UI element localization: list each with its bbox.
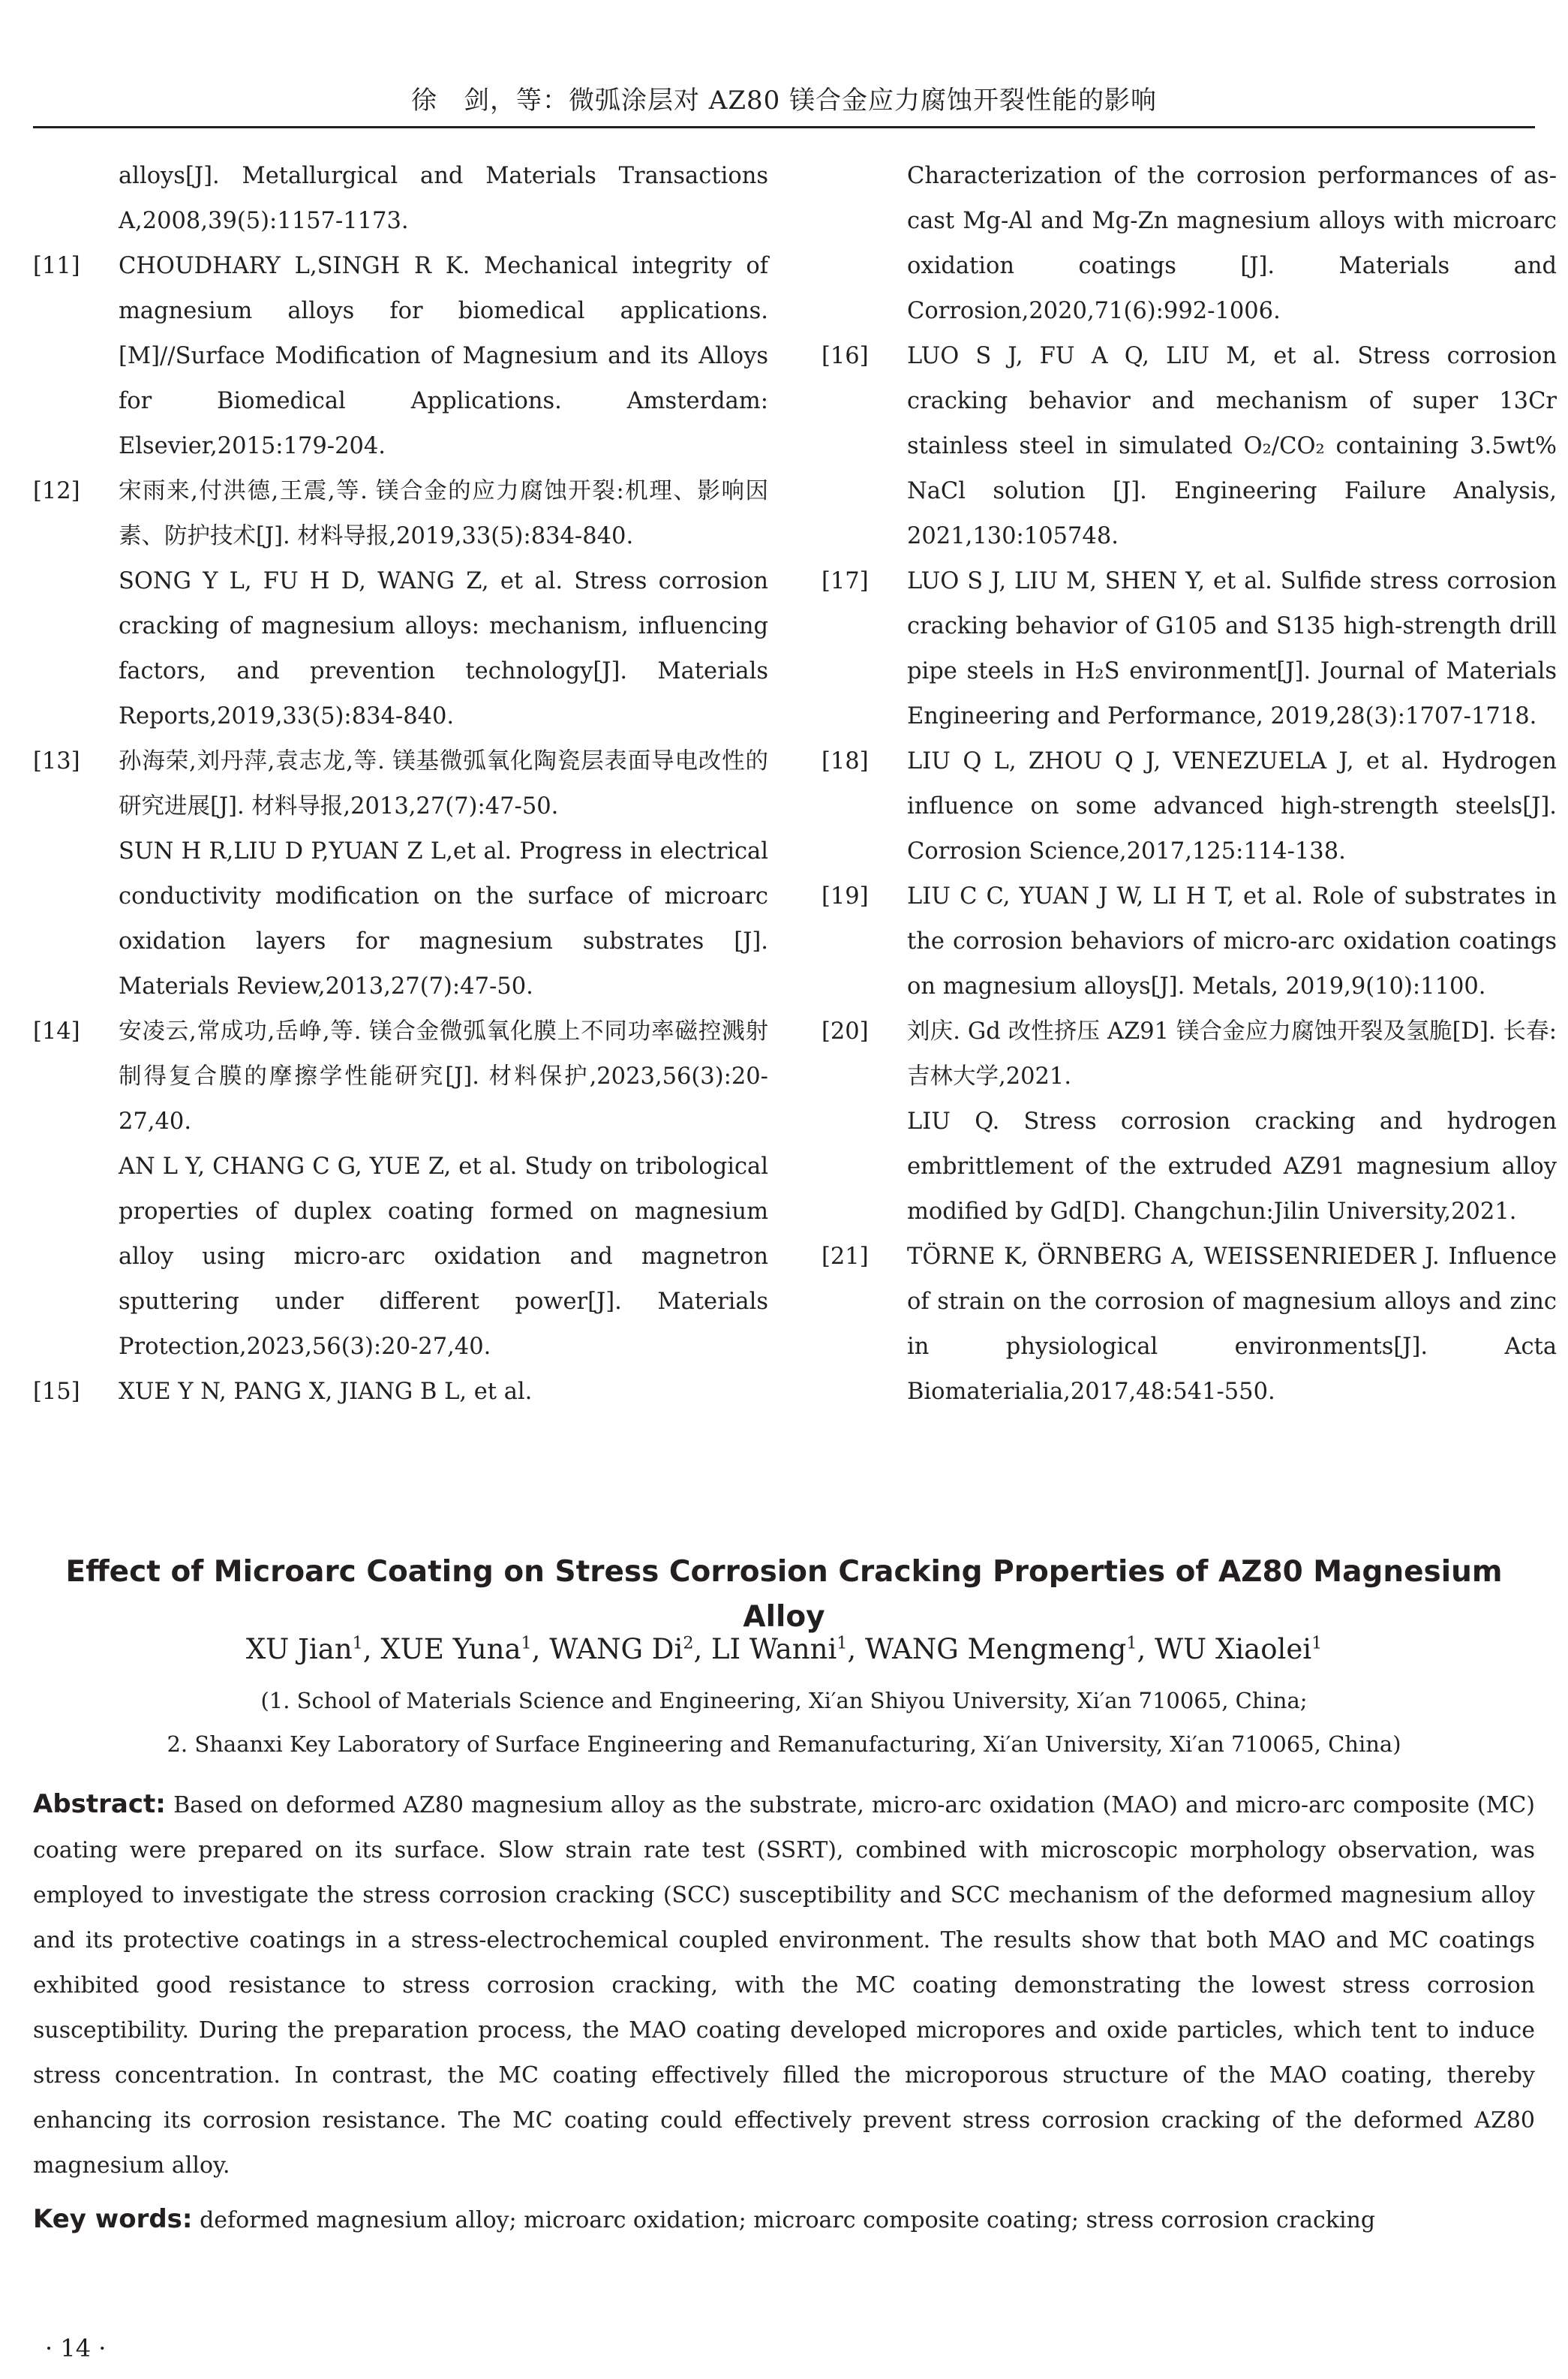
affiliation-line: 2. Shaanxi Key Laboratory of Surface Engineering and Remanufacturing, Xi′an University, Xi′an 710065, China) bbox=[167, 1731, 1401, 1757]
keywords bbox=[33, 2197, 1535, 2243]
reference-entry bbox=[822, 739, 1557, 874]
reference-line: 宋雨来,付洪德,王震,等. 镁合金的应力腐蚀开裂:机理、影响因素、防护技术[J]. 材料导报,2019,33(5):834-840. bbox=[119, 478, 768, 549]
author-name: LI Wanni bbox=[710, 1633, 837, 1665]
reference-entry bbox=[33, 1009, 768, 1370]
reference-entry bbox=[822, 1009, 1557, 1235]
reference-line: LIU Q L, ZHOU Q J, VENEZUELA J, et al. Hydrogen influence on some advanced high-strength steels[J]. Corrosion Science,2017,125:114-138. bbox=[907, 748, 1557, 865]
reference-number: [20] bbox=[822, 1018, 869, 1045]
reference-text bbox=[119, 469, 768, 739]
reference-entry bbox=[33, 154, 768, 244]
reference-line: 刘庆. Gd 改性挤压 AZ91 镁合金应力腐蚀开裂及氢脆[D]. 长春:吉林大学,2021. bbox=[907, 1018, 1557, 1090]
author-name: XU Jian bbox=[245, 1633, 353, 1665]
reference-line: LIU C C, YUAN J W, LI H T, et al. Role of substrates in the corrosion behaviors of micro-arc oxidation coatings on magnesium alloys[J]. Metals, 2019,9(10):1100. bbox=[907, 883, 1557, 1000]
keywords-label: Key words: bbox=[33, 2204, 193, 2234]
abstract-label: Abstract: bbox=[33, 1789, 166, 1819]
author-affiliation-mark: 1 bbox=[1311, 1633, 1323, 1653]
reference-text bbox=[907, 1235, 1557, 1415]
reference-entry bbox=[822, 874, 1557, 1009]
reference-number: [16] bbox=[822, 343, 869, 369]
reference-number: [14] bbox=[33, 1018, 80, 1045]
reference-number: [13] bbox=[33, 748, 80, 774]
author bbox=[246, 1633, 363, 1665]
reference-line: alloys[J]. Metallurgical and Materials Transactions A,2008,39(5):1157-1173. bbox=[119, 163, 768, 234]
page-number: · 14 · bbox=[45, 2334, 107, 2362]
reference-line: 安凌云,常成功,岳峥,等. 镁合金微弧氧化膜上不同功率磁控溅射制得复合膜的摩擦学性能研究[J]. 材料保护,2023,56(3):20-27,40. bbox=[119, 1018, 768, 1135]
reference-text bbox=[907, 874, 1557, 1009]
author bbox=[1155, 1633, 1322, 1665]
reference-line: SUN H R,LIU D P,YUAN Z L,et al. Progress in electrical conductivity modification on the surface of microarc oxidation layers for magnesium substrates [J]. Materials Review,2013,27(7):47-50. bbox=[119, 838, 768, 1000]
reference-entry bbox=[33, 1370, 768, 1415]
reference-text bbox=[907, 739, 1557, 874]
reference-line: AN L Y, CHANG C G, YUE Z, et al. Study on tribological properties of duplex coating formed on magnesium alloy using micro-arc oxidation and magnetron sputtering under different power[J]. Materials Protection,2023,56(3):20-27,40. bbox=[119, 1153, 768, 1360]
author bbox=[865, 1633, 1137, 1665]
reference-text bbox=[119, 244, 768, 469]
reference-text bbox=[907, 1009, 1557, 1235]
author-affiliation-mark: 1 bbox=[352, 1633, 363, 1653]
author-affiliation-mark: 1 bbox=[1126, 1633, 1137, 1653]
abstract-text: Based on deformed AZ80 magnesium alloy as the substrate, micro-arc oxidation (MAO) and micro-arc composite (MC) coating were prepared on its surface. Slow strain rate test (SSRT), combined with microscopic morphology observation, was employed to investigate the stress corrosion cracking (SCC) susceptibility and SCC mechanism of the deformed magnesium alloy and its protective coatings in a stress-electrochemical coupled environment. The results show that both MAO and MC coatings exhibited good resistance to stress corrosion cracking, with the MC coating demonstrating the lowest stress corrosion susceptibility. During the preparation process, the MAO coating developed micropores and oxide particles, which tent to induce stress concentration. In contrast, the MC coating effectively filled the microporous structure of the MAO coating, thereby enhancing its corrosion resistance. The MC coating could effectively prevent stress corrosion cracking of the deformed AZ80 magnesium alloy. bbox=[33, 1792, 1535, 2179]
reference-text bbox=[907, 559, 1557, 739]
reference-entry bbox=[822, 334, 1557, 559]
reference-number: [19] bbox=[822, 883, 869, 910]
author bbox=[380, 1633, 531, 1665]
reference-number: [21] bbox=[822, 1244, 869, 1270]
reference-number: [15] bbox=[33, 1379, 80, 1405]
author-name: WANG Mengmeng bbox=[864, 1633, 1127, 1665]
author-affiliation-mark: 1 bbox=[521, 1633, 532, 1653]
references-left-column bbox=[33, 154, 768, 1415]
author bbox=[549, 1633, 693, 1665]
reference-line: TÖRNE K, ÖRNBERG A, WEISSENRIEDER J. Influence of strain on the corrosion of magnesium alloys and zinc in physiological environments[J]. Acta Biomaterialia,2017,48:541-550. bbox=[907, 1244, 1557, 1405]
paper-title: Effect of Microarc Coating on Stress Corrosion Cracking Properties of AZ80 Magnesium Alloy bbox=[65, 1555, 1503, 1634]
reference-line: XUE Y N, PANG X, JIANG B L, et al. bbox=[119, 1379, 533, 1405]
reference-number: [12] bbox=[33, 478, 80, 504]
references-right-column bbox=[822, 154, 1557, 1415]
affiliation-line: (1. School of Materials Science and Engineering, Xi′an Shiyou University, Xi′an 710065, China; bbox=[260, 1688, 1308, 1713]
reference-number: [11] bbox=[33, 253, 80, 279]
keywords-text: deformed magnesium alloy; microarc oxidation; microarc composite coating; stress corrosion cracking bbox=[200, 2207, 1376, 2233]
reference-entry bbox=[33, 739, 768, 1009]
reference-entry bbox=[33, 469, 768, 739]
abstract bbox=[33, 1782, 1535, 2188]
author-name: WANG Di bbox=[549, 1633, 683, 1665]
reference-entry bbox=[822, 1235, 1557, 1415]
author-affiliation-mark: 1 bbox=[837, 1633, 848, 1653]
reference-number: [18] bbox=[822, 748, 869, 774]
reference-text bbox=[119, 739, 768, 1009]
reference-entry bbox=[33, 244, 768, 469]
reference-entry bbox=[822, 559, 1557, 739]
author-name: XUE Yuna bbox=[380, 1633, 521, 1665]
reference-entry bbox=[822, 154, 1557, 334]
author-affiliation-mark: 2 bbox=[683, 1633, 694, 1653]
reference-line: CHOUDHARY L,SINGH R K. Mechanical integrity of magnesium alloys for biomedical applications. [M]//Surface Modification of Magnesium and its Alloys for Biomedical Applications. Amsterdam: Elsevier,2015:179-204. bbox=[119, 253, 768, 459]
reference-line: SONG Y L, FU H D, WANG Z, et al. Stress corrosion cracking of magnesium alloys: mechanism, influencing factors, and prevention technology[J]. Materials Reports,2019,33(5):834-840. bbox=[119, 568, 768, 729]
reference-text bbox=[119, 1009, 768, 1370]
author-name: WU Xiaolei bbox=[1155, 1633, 1312, 1665]
reference-number: [17] bbox=[822, 568, 869, 594]
author-list: XU Jian$^1$, XUE Yuna$^1$, WANG Di$^2$, LI Wanni$^1$, WANG Mengmeng$^1$, WU Xiaolei$^1$ bbox=[245, 1633, 1323, 1665]
running-head: 徐 剑，等：微弧涂层对 AZ80 镁合金应力腐蚀开裂性能的影响 bbox=[33, 75, 1535, 128]
reference-text bbox=[907, 154, 1557, 334]
reference-text bbox=[119, 154, 768, 244]
author bbox=[711, 1633, 847, 1665]
reference-text bbox=[119, 1370, 768, 1415]
reference-text bbox=[907, 334, 1557, 559]
reference-line: 孙海荣,刘丹萍,袁志龙,等. 镁基微弧氧化陶瓷层表面导电改性的研究进展[J]. 材料导报,2013,27(7):47-50. bbox=[119, 748, 768, 820]
reference-line: Characterization of the corrosion performances of as-cast Mg-Al and Mg-Zn magnesium alloys with microarc oxidation coatings [J]. Materials and Corrosion,2020,71(6):992-1006. bbox=[907, 163, 1557, 324]
affiliations bbox=[0, 1679, 1568, 1766]
reference-line: LUO S J, LIU M, SHEN Y, et al. Sulfide stress corrosion cracking behavior of G105 and S135 high-strength drill pipe steels in H₂S environment[J]. Journal of Materials Engineering and Performance, 2019,28(3):1707-1718. bbox=[907, 568, 1557, 729]
reference-line: LUO S J, FU A Q, LIU M, et al. Stress corrosion cracking behavior and mechanism of super 13Cr stainless steel in simulated O₂/CO₂ containing 3.5wt% NaCl solution [J]. Engineering Failure Analysis, 2021,130:105748. bbox=[907, 343, 1557, 549]
reference-line: LIU Q. Stress corrosion cracking and hydrogen embrittlement of the extruded AZ91 magnesium alloy modified by Gd[D]. Changchun:Jilin University,2021. bbox=[907, 1108, 1557, 1225]
